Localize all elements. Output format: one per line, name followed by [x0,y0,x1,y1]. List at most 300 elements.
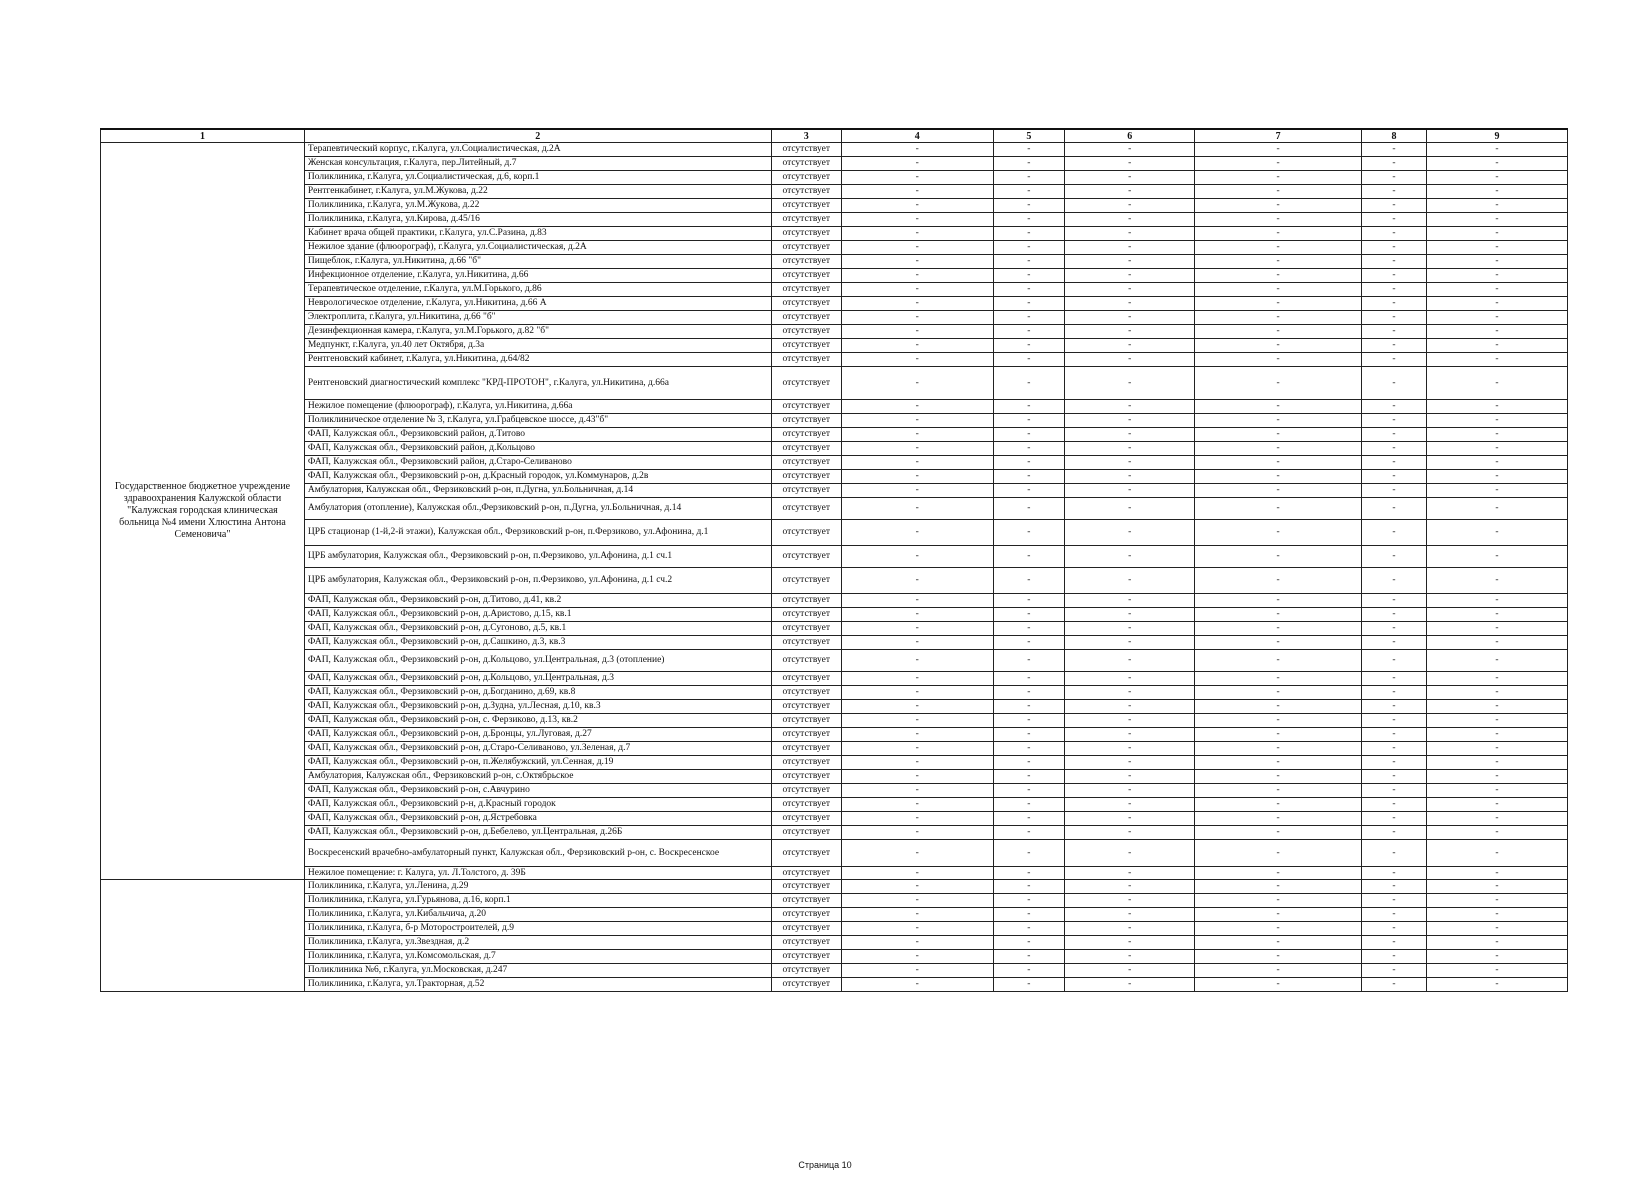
empty-value-dash: - [1065,157,1195,171]
empty-value-dash: - [841,636,993,650]
status-cell: отсутствует [771,964,841,978]
empty-value-dash: - [841,185,993,199]
status-cell: отсутствует [771,950,841,964]
empty-value-dash: - [841,546,993,568]
status-cell: отсутствует [771,297,841,311]
empty-value-dash: - [1065,283,1195,297]
empty-value-dash: - [1195,978,1362,992]
empty-value-dash: - [1195,908,1362,922]
empty-value-dash: - [1427,798,1568,812]
empty-value-dash: - [1195,546,1362,568]
empty-value-dash: - [1427,283,1568,297]
table-row [101,456,1568,470]
empty-value-dash: - [993,686,1065,700]
empty-value-dash: - [1195,414,1362,428]
status-cell: отсутствует [771,241,841,255]
column-number-header: 2 [304,129,771,143]
empty-value-dash: - [1065,353,1195,367]
empty-value-dash: - [1361,568,1426,594]
empty-value-dash: - [993,442,1065,456]
status-cell: отсутствует [771,311,841,325]
status-cell: отсутствует [771,936,841,950]
empty-value-dash: - [1065,714,1195,728]
table-row [101,950,1568,964]
empty-value-dash: - [1065,650,1195,672]
empty-value-dash: - [1427,428,1568,442]
empty-value-dash: - [1427,922,1568,936]
empty-value-dash: - [1065,686,1195,700]
empty-value-dash: - [993,367,1065,400]
facility-address: ФАП, Калужская обл., Ферзиковский р-он, д.Красный городок, ул.Коммунаров, д.2в [304,470,771,484]
facility-address: ЦРБ амбулатория, Калужская обл., Ферзиковский р-он, п.Ферзиково, ул.Афонина, д.1 сч.1 [304,546,771,568]
empty-value-dash: - [841,714,993,728]
empty-value-dash: - [1361,456,1426,470]
empty-value-dash: - [1065,867,1195,880]
empty-value-dash: - [1427,143,1568,157]
empty-value-dash: - [1195,484,1362,498]
empty-value-dash: - [993,325,1065,339]
empty-value-dash: - [1195,227,1362,241]
empty-value-dash: - [1427,686,1568,700]
facility-address: Поликлиническое отделение № 3, г.Калуга, ул.Грабцевское шоссе, д.43"б" [304,414,771,428]
facility-address: ФАП, Калужская обл., Ферзиковский р-он, д.Сашкино, д.3, кв.3 [304,636,771,650]
facility-address: Поликлиника, г.Калуга, б-р Моторостроителей, д.9 [304,922,771,936]
table-row [101,199,1568,213]
empty-value-dash: - [1195,470,1362,484]
empty-value-dash: - [1065,636,1195,650]
empty-value-dash: - [1361,546,1426,568]
facility-address: ФАП, Калужская обл., Ферзиковский р-он, д.Старо-Селиваново, ул.Зеленая, д.7 [304,742,771,756]
table-row [101,700,1568,714]
facility-address: Воскресенский врачебно-амбулаторный пункт, Калужская обл., Ферзиковский р-он, с. Воскресенское [304,840,771,867]
empty-value-dash: - [1361,826,1426,840]
empty-value-dash: - [841,400,993,414]
empty-value-dash: - [1427,742,1568,756]
empty-value-dash: - [1427,812,1568,826]
facility-address: Поликлиника, г.Калуга, ул.Гурьянова, д.16, корп.1 [304,894,771,908]
facility-address: Терапевтический корпус, г.Калуга, ул.Социалистическая, д.2А [304,143,771,157]
empty-value-dash: - [1065,484,1195,498]
empty-value-dash: - [1065,964,1195,978]
empty-value-dash: - [1195,950,1362,964]
empty-value-dash: - [1427,728,1568,742]
empty-value-dash: - [1427,484,1568,498]
empty-value-dash: - [993,185,1065,199]
empty-value-dash: - [1065,568,1195,594]
empty-value-dash: - [1427,498,1568,520]
status-cell: отсутствует [771,269,841,283]
empty-value-dash: - [841,269,993,283]
empty-value-dash: - [993,546,1065,568]
empty-value-dash: - [1195,339,1362,353]
status-cell: отсутствует [771,367,841,400]
table-row [101,428,1568,442]
empty-value-dash: - [1361,442,1426,456]
empty-value-dash: - [1065,840,1195,867]
empty-value-dash: - [1427,311,1568,325]
empty-value-dash: - [1427,867,1568,880]
empty-value-dash: - [841,784,993,798]
empty-value-dash: - [841,812,993,826]
empty-value-dash: - [1427,650,1568,672]
facility-address: ФАП, Калужская обл., Ферзиковский р-он, с. Ферзиково, д.13, кв.2 [304,714,771,728]
empty-value-dash: - [1195,840,1362,867]
empty-value-dash: - [1361,978,1426,992]
column-number-header: 9 [1427,129,1568,143]
empty-value-dash: - [993,742,1065,756]
table-row [101,650,1568,672]
empty-value-dash: - [1427,400,1568,414]
facility-address: ЦРБ стационар (1-й,2-й этажи), Калужская обл., Ферзиковский р-он, п.Ферзиково, ул.Афонина, д.1 [304,520,771,546]
empty-value-dash: - [1195,894,1362,908]
empty-value-dash: - [1065,798,1195,812]
empty-value-dash: - [993,470,1065,484]
empty-value-dash: - [841,568,993,594]
empty-value-dash: - [993,636,1065,650]
empty-value-dash: - [1427,568,1568,594]
empty-value-dash: - [1361,742,1426,756]
empty-value-dash: - [1195,199,1362,213]
empty-value-dash: - [841,157,993,171]
table-row [101,672,1568,686]
empty-value-dash: - [993,978,1065,992]
empty-value-dash: - [841,283,993,297]
table-row [101,568,1568,594]
empty-value-dash: - [1065,894,1195,908]
empty-value-dash: - [841,171,993,185]
empty-value-dash: - [841,756,993,770]
empty-value-dash: - [841,498,993,520]
empty-value-dash: - [993,936,1065,950]
empty-value-dash: - [1195,636,1362,650]
table-row [101,255,1568,269]
empty-value-dash: - [1427,978,1568,992]
empty-value-dash: - [1065,297,1195,311]
table-row [101,784,1568,798]
facility-address: ФАП, Калужская обл., Ферзиковский р-он, д.Титово, д.41, кв.2 [304,594,771,608]
facilities-table [100,128,1568,992]
table-row [101,400,1568,414]
empty-value-dash: - [841,255,993,269]
table-row [101,353,1568,367]
empty-value-dash: - [841,227,993,241]
table-row [101,367,1568,400]
empty-value-dash: - [1427,908,1568,922]
table-row [101,171,1568,185]
empty-value-dash: - [993,594,1065,608]
empty-value-dash: - [993,171,1065,185]
empty-value-dash: - [993,840,1065,867]
status-cell: отсутствует [771,568,841,594]
empty-value-dash: - [1361,880,1426,894]
facility-address: Медпункт, г.Калуга, ул.40 лет Октября, д.3а [304,339,771,353]
facility-address: Электроплита, г.Калуга, ул.Никитина, д.66 "б" [304,311,771,325]
table-row [101,241,1568,255]
empty-value-dash: - [1195,143,1362,157]
empty-value-dash: - [1195,157,1362,171]
empty-value-dash: - [1361,414,1426,428]
empty-value-dash: - [993,798,1065,812]
empty-value-dash: - [993,456,1065,470]
empty-value-dash: - [1361,922,1426,936]
empty-value-dash: - [841,840,993,867]
status-cell: отсутствует [771,922,841,936]
table-row [101,213,1568,227]
empty-value-dash: - [1361,283,1426,297]
facility-address: Поликлиника, г.Калуга, ул.Тракторная, д.52 [304,978,771,992]
empty-value-dash: - [1427,770,1568,784]
empty-value-dash: - [1361,171,1426,185]
facility-address: ФАП, Калужская обл., Ферзиковский р-он, д.Богданино, д.69, кв.8 [304,686,771,700]
status-cell: отсутствует [771,812,841,826]
empty-value-dash: - [1361,798,1426,812]
empty-value-dash: - [1427,520,1568,546]
empty-value-dash: - [1195,672,1362,686]
empty-value-dash: - [1195,964,1362,978]
empty-value-dash: - [1361,498,1426,520]
empty-value-dash: - [993,353,1065,367]
empty-value-dash: - [1361,714,1426,728]
table-row [101,880,1568,894]
empty-value-dash: - [1361,756,1426,770]
status-cell: отсутствует [771,880,841,894]
facility-address: Амбулатория, Калужская обл., Ферзиковский р-он, с.Октябрьское [304,770,771,784]
empty-value-dash: - [841,686,993,700]
table-row [101,269,1568,283]
empty-value-dash: - [993,867,1065,880]
empty-value-dash: - [1065,594,1195,608]
empty-value-dash: - [841,622,993,636]
status-cell: отсутствует [771,894,841,908]
table-row [101,185,1568,199]
table-row [101,728,1568,742]
empty-value-dash: - [1361,894,1426,908]
facility-address: Поликлиника, г.Калуга, ул.Звездная, д.2 [304,936,771,950]
empty-value-dash: - [841,297,993,311]
empty-value-dash: - [993,784,1065,798]
empty-value-dash: - [1195,442,1362,456]
empty-value-dash: - [1065,742,1195,756]
empty-value-dash: - [1361,650,1426,672]
facility-address: ФАП, Калужская обл., Ферзиковский р-он, д.Аристово, д.15, кв.1 [304,608,771,622]
empty-value-dash: - [1065,700,1195,714]
facility-address: Пищеблок, г.Калуга, ул.Никитина, д.66 "б" [304,255,771,269]
status-cell: отсутствует [771,686,841,700]
empty-value-dash: - [1427,700,1568,714]
empty-value-dash: - [1065,608,1195,622]
empty-value-dash: - [993,964,1065,978]
empty-value-dash: - [841,922,993,936]
empty-value-dash: - [1361,157,1426,171]
facility-address: Рентгеновский диагностический комплекс "КРД-ПРОТОН", г.Калуга, ул.Никитина, д.66а [304,367,771,400]
empty-value-dash: - [1195,283,1362,297]
empty-value-dash: - [1195,255,1362,269]
empty-value-dash: - [1065,978,1195,992]
facility-address: Терапевтическое отделение, г.Калуга, ул.М.Горького, д.86 [304,283,771,297]
empty-value-dash: - [1361,608,1426,622]
empty-value-dash: - [1065,185,1195,199]
empty-value-dash: - [1427,672,1568,686]
status-cell: отсутствует [771,742,841,756]
facility-address: ФАП, Калужская обл., Ферзиковский район, д.Титово [304,428,771,442]
empty-value-dash: - [841,213,993,227]
empty-value-dash: - [841,728,993,742]
table-row [101,686,1568,700]
empty-value-dash: - [1065,428,1195,442]
empty-value-dash: - [1195,880,1362,894]
empty-value-dash: - [841,908,993,922]
empty-value-dash: - [1195,714,1362,728]
facility-address: ФАП, Калужская обл., Ферзиковский р-он, п.Желябужский, ул.Сенная, д.19 [304,756,771,770]
empty-value-dash: - [1065,325,1195,339]
empty-value-dash: - [1361,470,1426,484]
status-cell: отсутствует [771,414,841,428]
empty-value-dash: - [1427,442,1568,456]
empty-value-dash: - [1195,922,1362,936]
table-row [101,546,1568,568]
empty-value-dash: - [993,269,1065,283]
empty-value-dash: - [993,728,1065,742]
empty-value-dash: - [993,812,1065,826]
empty-value-dash: - [1361,964,1426,978]
status-cell: отсутствует [771,798,841,812]
empty-value-dash: - [1361,840,1426,867]
status-cell: отсутствует [771,978,841,992]
empty-value-dash: - [1065,922,1195,936]
status-cell: отсутствует [771,608,841,622]
empty-value-dash: - [993,880,1065,894]
empty-value-dash: - [1361,339,1426,353]
empty-value-dash: - [1427,353,1568,367]
empty-value-dash: - [1361,185,1426,199]
empty-value-dash: - [1427,199,1568,213]
facility-address: ФАП, Калужская обл., Ферзиковский р-он, д.Кольцово, ул.Центральная, д.3 [304,672,771,686]
status-cell: отсутствует [771,442,841,456]
status-cell: отсутствует [771,428,841,442]
status-cell: отсутствует [771,185,841,199]
empty-value-dash: - [841,520,993,546]
facility-address: Инфекционное отделение, г.Калуга, ул.Никитина, д.66 [304,269,771,283]
facility-address: ФАП, Калужская обл., Ферзиковский р-он, д.Бронцы, ул.Луговая, д.27 [304,728,771,742]
empty-value-dash: - [1195,520,1362,546]
empty-value-dash: - [993,400,1065,414]
empty-value-dash: - [841,880,993,894]
empty-value-dash: - [1195,608,1362,622]
empty-value-dash: - [1427,367,1568,400]
table-row [101,964,1568,978]
facility-address: ЦРБ амбулатория, Калужская обл., Ферзиковский р-он, п.Ферзиково, ул.Афонина, д.1 сч.2 [304,568,771,594]
status-cell: отсутствует [771,770,841,784]
table-row [101,283,1568,297]
empty-value-dash: - [1361,297,1426,311]
facility-address: Поликлиника, г.Калуга, ул.М.Жукова, д.22 [304,199,771,213]
empty-value-dash: - [841,950,993,964]
table-row [101,770,1568,784]
empty-value-dash: - [841,978,993,992]
status-cell: отсутствует [771,546,841,568]
empty-value-dash: - [1195,622,1362,636]
empty-value-dash: - [1065,269,1195,283]
status-cell: отсутствует [771,283,841,297]
empty-value-dash: - [1427,826,1568,840]
column-number-header: 5 [993,129,1065,143]
empty-value-dash: - [841,470,993,484]
table-row [101,442,1568,456]
empty-value-dash: - [1427,213,1568,227]
status-cell: отсутствует [771,339,841,353]
facility-address: Нежилое здание (флюорограф), г.Калуга, ул.Социалистическая, д.2А [304,241,771,255]
facility-address: ФАП, Калужская обл., Ферзиковский р-он, с.Авчурино [304,784,771,798]
empty-value-dash: - [1065,812,1195,826]
empty-value-dash: - [1361,622,1426,636]
empty-value-dash: - [1427,784,1568,798]
facility-address: ФАП, Калужская обл., Ферзиковский р-он, д.Зудна, ул.Лесная, д.10, кв.3 [304,700,771,714]
empty-value-dash: - [841,650,993,672]
empty-value-dash: - [841,199,993,213]
status-cell: отсутствует [771,353,841,367]
empty-value-dash: - [1065,756,1195,770]
empty-value-dash: - [1065,255,1195,269]
empty-value-dash: - [1427,456,1568,470]
empty-value-dash: - [1195,798,1362,812]
table-row [101,922,1568,936]
organization-name: Государственное бюджетное учреждение здравоохранения Калужской области "Калужская городская клиническая больница №4 имени Хлюстина Антона Семеновича" [101,143,305,880]
empty-value-dash: - [1361,484,1426,498]
empty-value-dash: - [1361,353,1426,367]
empty-value-dash: - [1427,546,1568,568]
status-cell: отсутствует [771,157,841,171]
empty-value-dash: - [1195,686,1362,700]
status-cell: отсутствует [771,484,841,498]
document-sheet [100,128,1568,992]
empty-value-dash: - [1195,650,1362,672]
empty-value-dash: - [1065,213,1195,227]
empty-value-dash: - [1195,594,1362,608]
empty-value-dash: - [993,756,1065,770]
facility-address: Нежилое помещение (флюорограф), г.Калуга, ул.Никитина, д.66а [304,400,771,414]
empty-value-dash: - [1065,672,1195,686]
empty-value-dash: - [1427,227,1568,241]
table-row [101,826,1568,840]
status-cell: отсутствует [771,650,841,672]
empty-value-dash: - [1361,199,1426,213]
empty-value-dash: - [1427,894,1568,908]
status-cell: отсутствует [771,470,841,484]
empty-value-dash: - [1361,428,1426,442]
table-row [101,636,1568,650]
empty-value-dash: - [993,894,1065,908]
status-cell: отсутствует [771,143,841,157]
empty-value-dash: - [1361,227,1426,241]
empty-value-dash: - [1195,568,1362,594]
facility-address: Поликлиника, г.Калуга, ул.Ленина, д.29 [304,880,771,894]
facility-address: Кабинет врача общей практики, г.Калуга, ул.С.Разина, д.83 [304,227,771,241]
empty-value-dash: - [1427,936,1568,950]
facility-address: Поликлиника, г.Калуга, ул.Кибальчича, д.20 [304,908,771,922]
empty-value-dash: - [1195,784,1362,798]
empty-value-dash: - [841,936,993,950]
status-cell: отсутствует [771,255,841,269]
empty-value-dash: - [1361,367,1426,400]
empty-value-dash: - [841,742,993,756]
table-body [101,143,1568,992]
empty-value-dash: - [841,311,993,325]
table-row [101,339,1568,353]
empty-value-dash: - [1361,728,1426,742]
empty-value-dash: - [1361,143,1426,157]
column-number-header: 8 [1361,129,1426,143]
empty-value-dash: - [841,143,993,157]
